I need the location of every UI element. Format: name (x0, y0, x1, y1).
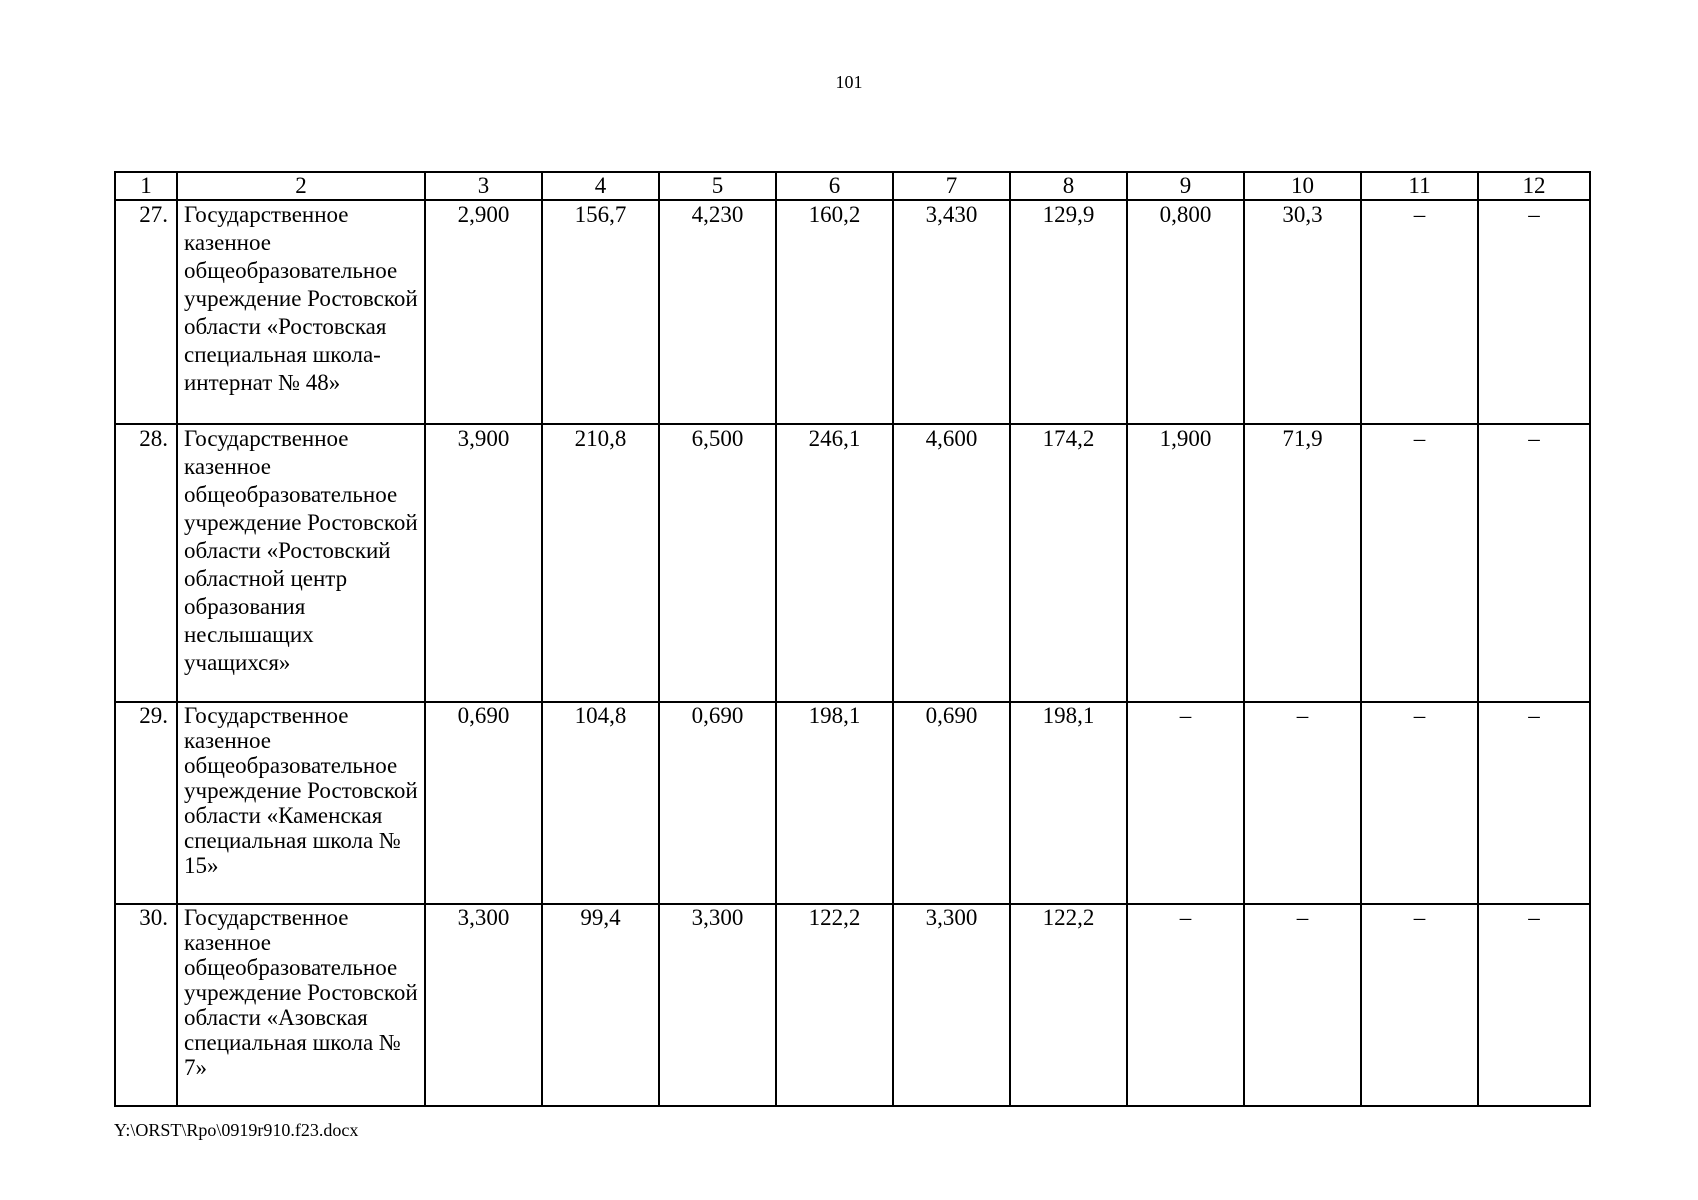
value-cell: – (1478, 424, 1590, 702)
value-cell: 104,8 (542, 702, 659, 904)
value-cell: 99,4 (542, 904, 659, 1106)
value-cell: 198,1 (776, 702, 893, 904)
value-cell: 3,300 (425, 904, 542, 1106)
value-cell: – (1478, 702, 1590, 904)
footer-file-path: Y:\ORST\Rpo\0919r910.f23.docx (114, 1120, 359, 1140)
value-cell: 2,900 (425, 200, 542, 424)
table-row (115, 424, 1590, 702)
column-header: 9 (1127, 172, 1244, 200)
value-cell: 30,3 (1244, 200, 1361, 424)
value-cell: 0,800 (1127, 200, 1244, 424)
value-cell: 71,9 (1244, 424, 1361, 702)
column-header: 10 (1244, 172, 1361, 200)
column-header: 11 (1361, 172, 1478, 200)
value-cell: 0,690 (659, 702, 776, 904)
value-cell: 156,7 (542, 200, 659, 424)
value-cell: 0,690 (893, 702, 1010, 904)
value-cell: – (1478, 904, 1590, 1106)
institution-name: Государственное казенное общеобразовательное учреждение Ростовской области «Азовская специальная школа № 7» (177, 904, 425, 1106)
row-number: 27. (115, 200, 177, 424)
value-cell: – (1361, 200, 1478, 424)
row-number: 28. (115, 424, 177, 702)
value-cell: 1,900 (1127, 424, 1244, 702)
column-header: 3 (425, 172, 542, 200)
data-table (114, 171, 1591, 1107)
value-cell: 3,900 (425, 424, 542, 702)
column-header: 7 (893, 172, 1010, 200)
column-header: 12 (1478, 172, 1590, 200)
value-cell: – (1127, 702, 1244, 904)
column-header: 4 (542, 172, 659, 200)
column-header: 6 (776, 172, 893, 200)
value-cell: 210,8 (542, 424, 659, 702)
value-cell: 129,9 (1010, 200, 1127, 424)
table-row (115, 200, 1590, 424)
value-cell: 3,300 (659, 904, 776, 1106)
value-cell: 3,300 (893, 904, 1010, 1106)
table-row (115, 702, 1590, 904)
value-cell: – (1127, 904, 1244, 1106)
value-cell: 160,2 (776, 200, 893, 424)
table-row (115, 904, 1590, 1106)
value-cell: 174,2 (1010, 424, 1127, 702)
value-cell: 122,2 (776, 904, 893, 1106)
value-cell: – (1361, 424, 1478, 702)
row-number: 29. (115, 702, 177, 904)
value-cell: – (1361, 702, 1478, 904)
table-header-row (115, 172, 1590, 200)
value-cell: 6,500 (659, 424, 776, 702)
value-cell: 3,430 (893, 200, 1010, 424)
value-cell: – (1361, 904, 1478, 1106)
institution-name: Государственное казенное общеобразовательное учреждение Ростовской области «Ростовская специальная школа-интернат № 48» (177, 200, 425, 424)
value-cell: 4,600 (893, 424, 1010, 702)
value-cell: – (1478, 200, 1590, 424)
value-cell: 0,690 (425, 702, 542, 904)
value-cell: – (1244, 702, 1361, 904)
institution-name: Государственное казенное общеобразовательное учреждение Ростовской области «Ростовский областной центр образования неслышащих учащихся» (177, 424, 425, 702)
column-header: 2 (177, 172, 425, 200)
column-header: 1 (115, 172, 177, 200)
institution-name: Государственное казенное общеобразовательное учреждение Ростовской области «Каменская специальная школа № 15» (177, 702, 425, 904)
value-cell: 198,1 (1010, 702, 1127, 904)
column-header: 8 (1010, 172, 1127, 200)
value-cell: 122,2 (1010, 904, 1127, 1106)
value-cell: 246,1 (776, 424, 893, 702)
page-number: 101 (835, 72, 863, 92)
row-number: 30. (115, 904, 177, 1106)
value-cell: 4,230 (659, 200, 776, 424)
value-cell: – (1244, 904, 1361, 1106)
column-header: 5 (659, 172, 776, 200)
